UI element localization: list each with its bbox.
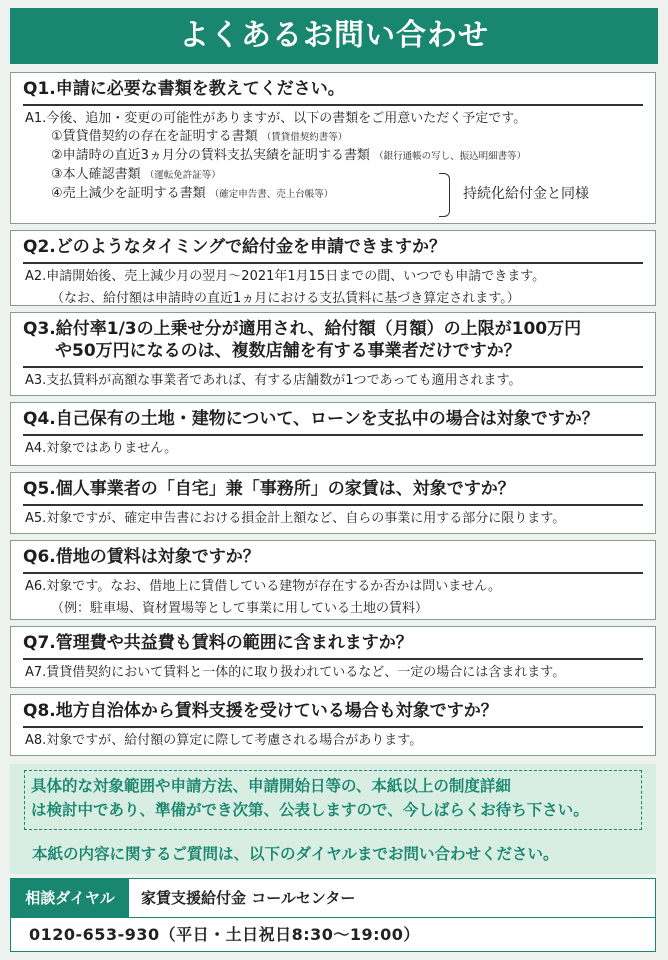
- answer: A3.支払賃料が高額な事業者であれば、有する店舗数が1つであっても適用されます。: [25, 373, 522, 388]
- answer-note-text: （例：駐車場、資材置場等として事業に用している土地の賃料）: [51, 601, 429, 616]
- answer: A8.対象ですが、給付額の算定に際して考慮される場合があります。: [25, 733, 423, 748]
- qa-item-4: [10, 402, 656, 466]
- inquiry-text: 本紙の内容に関するご質問は、以下のダイヤルまでお問い合わせください。: [32, 845, 559, 863]
- doc-label: ④売上減少を証明する書類: [51, 186, 206, 201]
- answer: A5.対象ですが、確定申告書における損金計上額など、自らの事業に用する部分に限ります。: [25, 511, 566, 526]
- doc-item-2: [11, 147, 655, 166]
- call-center-name: 家賃支援給付金 コールセンター: [141, 889, 356, 907]
- phone-number[interactable]: 0120-653-930（平日・土日祝日8:30～19:00）: [29, 925, 420, 944]
- doc-label: ②申請時の直近3ヵ月分の賃料支払実績を証明する書類: [51, 148, 370, 163]
- notice-line-1: 具体的な対象範囲や申請方法、申請開始日等の、本紙以上の制度詳細: [31, 777, 511, 795]
- notice-line-2: は検討中であり、準備ができ次第、公表しますので、今しばらくお待ち下さい。: [31, 801, 589, 819]
- doc-note: （賃貸借契約書等）: [261, 132, 348, 143]
- notice-box: [24, 770, 642, 830]
- question-line-1: Q3.給付率1/3の上乗せ分が適用され、給付額（月額）の上限が100万円: [23, 319, 582, 339]
- qa-item-3: [10, 312, 656, 396]
- qa-item-1: [10, 72, 656, 224]
- answer-note: [25, 599, 655, 618]
- divider: [11, 917, 655, 918]
- answer: A4.対象ではありません。: [25, 441, 178, 456]
- doc-note: （運転免許証等）: [144, 170, 221, 181]
- qa-item-7: [10, 626, 656, 688]
- question: Q8.地方自治体から賃料支援を受けている場合も対象ですか？: [23, 695, 643, 728]
- qa-item-6: [10, 540, 656, 620]
- question: Q5.個人事業者の「自宅」兼「事務所」の家賃は、対象ですか？: [23, 473, 643, 506]
- brace-icon: [439, 173, 450, 217]
- qa-item-2: [10, 230, 656, 306]
- question: Q1.申請に必要な書類を教えてください。: [23, 73, 643, 106]
- page-title: よくあるお問い合わせ: [10, 8, 658, 64]
- answer: A6.対象です。なお、借地上に賃借している建物が存在するか否かは問いません。: [25, 579, 502, 594]
- qa-item-8: [10, 694, 656, 756]
- dial-label: 相談ダイヤル: [11, 879, 129, 917]
- doc-item-1: [11, 128, 655, 147]
- contact-dial: [10, 878, 656, 952]
- qa-item-5: [10, 472, 656, 534]
- answer: A2.申請開始後、売上減少月の翌月～2021年1月15日までの間、いつでも申請できます。: [25, 269, 546, 284]
- question: Q2.どのようなタイミングで給付金を申請できますか？: [23, 231, 643, 264]
- doc-note: （確定申告書、売上台帳等）: [209, 189, 334, 200]
- doc-label: ③本人確認書類: [51, 167, 141, 182]
- notice-panel: [10, 764, 656, 874]
- question-line-2: や50万円になるのは、複数店舗を有する事業者だけですか？: [55, 341, 521, 361]
- doc-label: ①賃貸借契約の存在を証明する書類: [51, 129, 258, 144]
- question: [23, 313, 643, 368]
- brace-note: 持続化給付金と同様: [463, 186, 589, 202]
- doc-note: （銀行通帳の写し、振込明細書等）: [374, 151, 527, 162]
- question: Q4.自己保有の土地・建物について、ローンを支払中の場合は対象ですか？: [23, 403, 643, 436]
- question: Q6.借地の賃料は対象ですか？: [23, 541, 643, 574]
- answer-note: [25, 289, 655, 308]
- answer: A7.賃貸借契約において賃料と一体的に取り扱われているなど、一定の場合には含まれます。: [25, 665, 566, 680]
- question: Q7.管理費や共益費も賃料の範囲に含まれますか？: [23, 627, 643, 660]
- answer-note-text: （なお、給付額は申請時の直近1ヵ月における支払賃料に基づき算定されます。）: [51, 291, 520, 306]
- answer: A1.今後、追加・変更の可能性がありますが、以下の書類をご用意いただく予定です。: [25, 111, 527, 126]
